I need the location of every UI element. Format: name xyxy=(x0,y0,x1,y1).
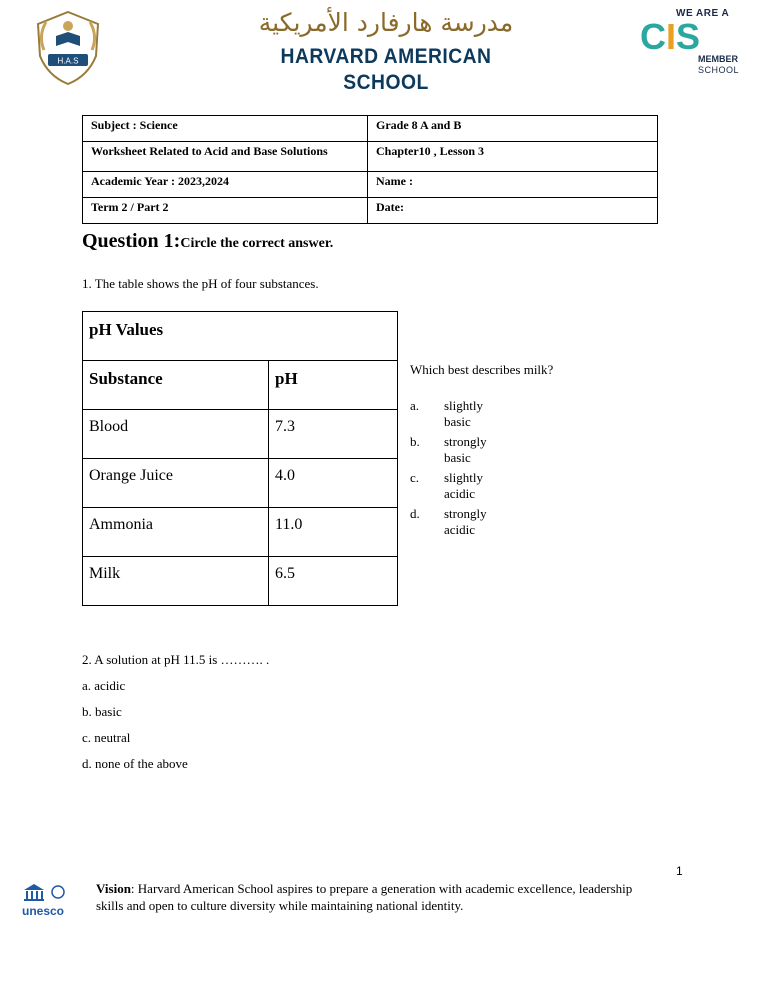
choice-letter: c. xyxy=(410,470,420,485)
grade-cell: Grade 8 A and B xyxy=(368,116,658,142)
ph-table-title-row xyxy=(83,312,398,361)
cis-we-are-a: WE ARE A xyxy=(676,8,730,19)
choice-letter: d. xyxy=(410,506,420,521)
cis-letter-i: I xyxy=(666,16,677,57)
unesco-text: unesco xyxy=(22,904,65,918)
info-row xyxy=(83,172,658,198)
q2-option-a[interactable]: a. acidic xyxy=(82,678,126,693)
substance-cell: Orange Juice xyxy=(83,459,269,508)
q2-option-d[interactable]: d. none of the above xyxy=(82,756,188,771)
col-substance: Substance xyxy=(83,361,269,410)
choice-text: slightly basic xyxy=(444,398,484,429)
choice-text: strongly basic xyxy=(444,434,487,465)
school-name-english: HARVARD AMERICAN SCHOOL xyxy=(280,45,492,94)
cis-member-text: MEMBER xyxy=(698,54,738,64)
table-row xyxy=(83,459,398,508)
ph-table-title: pH Values xyxy=(83,312,398,361)
ph-cell: 4.0 xyxy=(269,459,398,508)
vision-text: : Harvard American School aspires to prepare a generation with academic excellence, leadership skills and open to culture diversity while maintaining national identity. xyxy=(96,881,633,913)
question-title: Question 1: xyxy=(82,230,181,252)
worksheet-info-table xyxy=(82,115,658,224)
info-row xyxy=(83,116,658,142)
question-1-text: 1. The table shows the pH of four substances. xyxy=(82,276,319,291)
name-cell[interactable]: Name : xyxy=(368,172,658,198)
vision-label: Vision xyxy=(96,881,131,896)
substance-cell: Ammonia xyxy=(83,508,269,557)
question-instruction: Circle the correct answer. xyxy=(180,236,334,251)
col-ph: pH xyxy=(269,361,398,410)
substance-cell: Milk xyxy=(83,557,269,606)
cis-letter-c: C xyxy=(640,16,666,57)
date-cell[interactable]: Date: xyxy=(368,198,658,224)
ph-cell: 7.3 xyxy=(269,410,398,459)
vision-statement xyxy=(96,880,636,914)
table-row xyxy=(83,508,398,557)
school-title xyxy=(236,8,536,96)
choice-text: slightly acidic xyxy=(444,470,484,501)
info-row xyxy=(83,142,658,172)
ph-table-header-row xyxy=(83,361,398,410)
unesco-temple-icon xyxy=(22,882,72,902)
subject-cell: Subject : Science xyxy=(83,116,368,142)
school-crest-logo xyxy=(26,6,110,90)
ph-cell: 11.0 xyxy=(269,508,398,557)
school-name-arabic: مدرسة هارفارد الأمريكية xyxy=(258,8,514,37)
question-heading xyxy=(82,230,333,253)
page-number: 1 xyxy=(676,864,683,878)
choice-text: strongly acidic xyxy=(444,506,487,537)
academic-year-cell: Academic Year : 2023,2024 xyxy=(83,172,368,198)
table-row xyxy=(83,410,398,459)
question-2-text: 2. A solution at pH 11.5 is ………. . xyxy=(82,652,270,667)
cis-member-logo xyxy=(640,6,740,80)
term-cell: Term 2 / Part 2 xyxy=(83,198,368,224)
q2-option-c[interactable]: c. neutral xyxy=(82,730,131,745)
worksheet-title-cell: Worksheet Related to Acid and Base Solutions xyxy=(83,142,368,172)
ph-values-table xyxy=(82,311,398,606)
unesco-logo xyxy=(22,882,82,932)
chapter-cell: Chapter10 , Lesson 3 xyxy=(368,142,658,172)
cis-mark xyxy=(640,18,700,56)
substance-cell: Blood xyxy=(83,410,269,459)
question-2-options xyxy=(82,678,188,782)
choice-letter: a. xyxy=(410,398,420,413)
info-row xyxy=(83,198,658,224)
table-row xyxy=(83,557,398,606)
q2-option-b[interactable]: b. basic xyxy=(82,704,122,719)
milk-question: Which best describes milk? xyxy=(410,362,554,377)
cis-school-text: SCHOOL xyxy=(698,65,740,75)
choice-letter: b. xyxy=(410,434,420,449)
ph-cell: 6.5 xyxy=(269,557,398,606)
cis-letter-s: S xyxy=(676,16,701,57)
crest-text: H.A.S xyxy=(57,56,79,66)
